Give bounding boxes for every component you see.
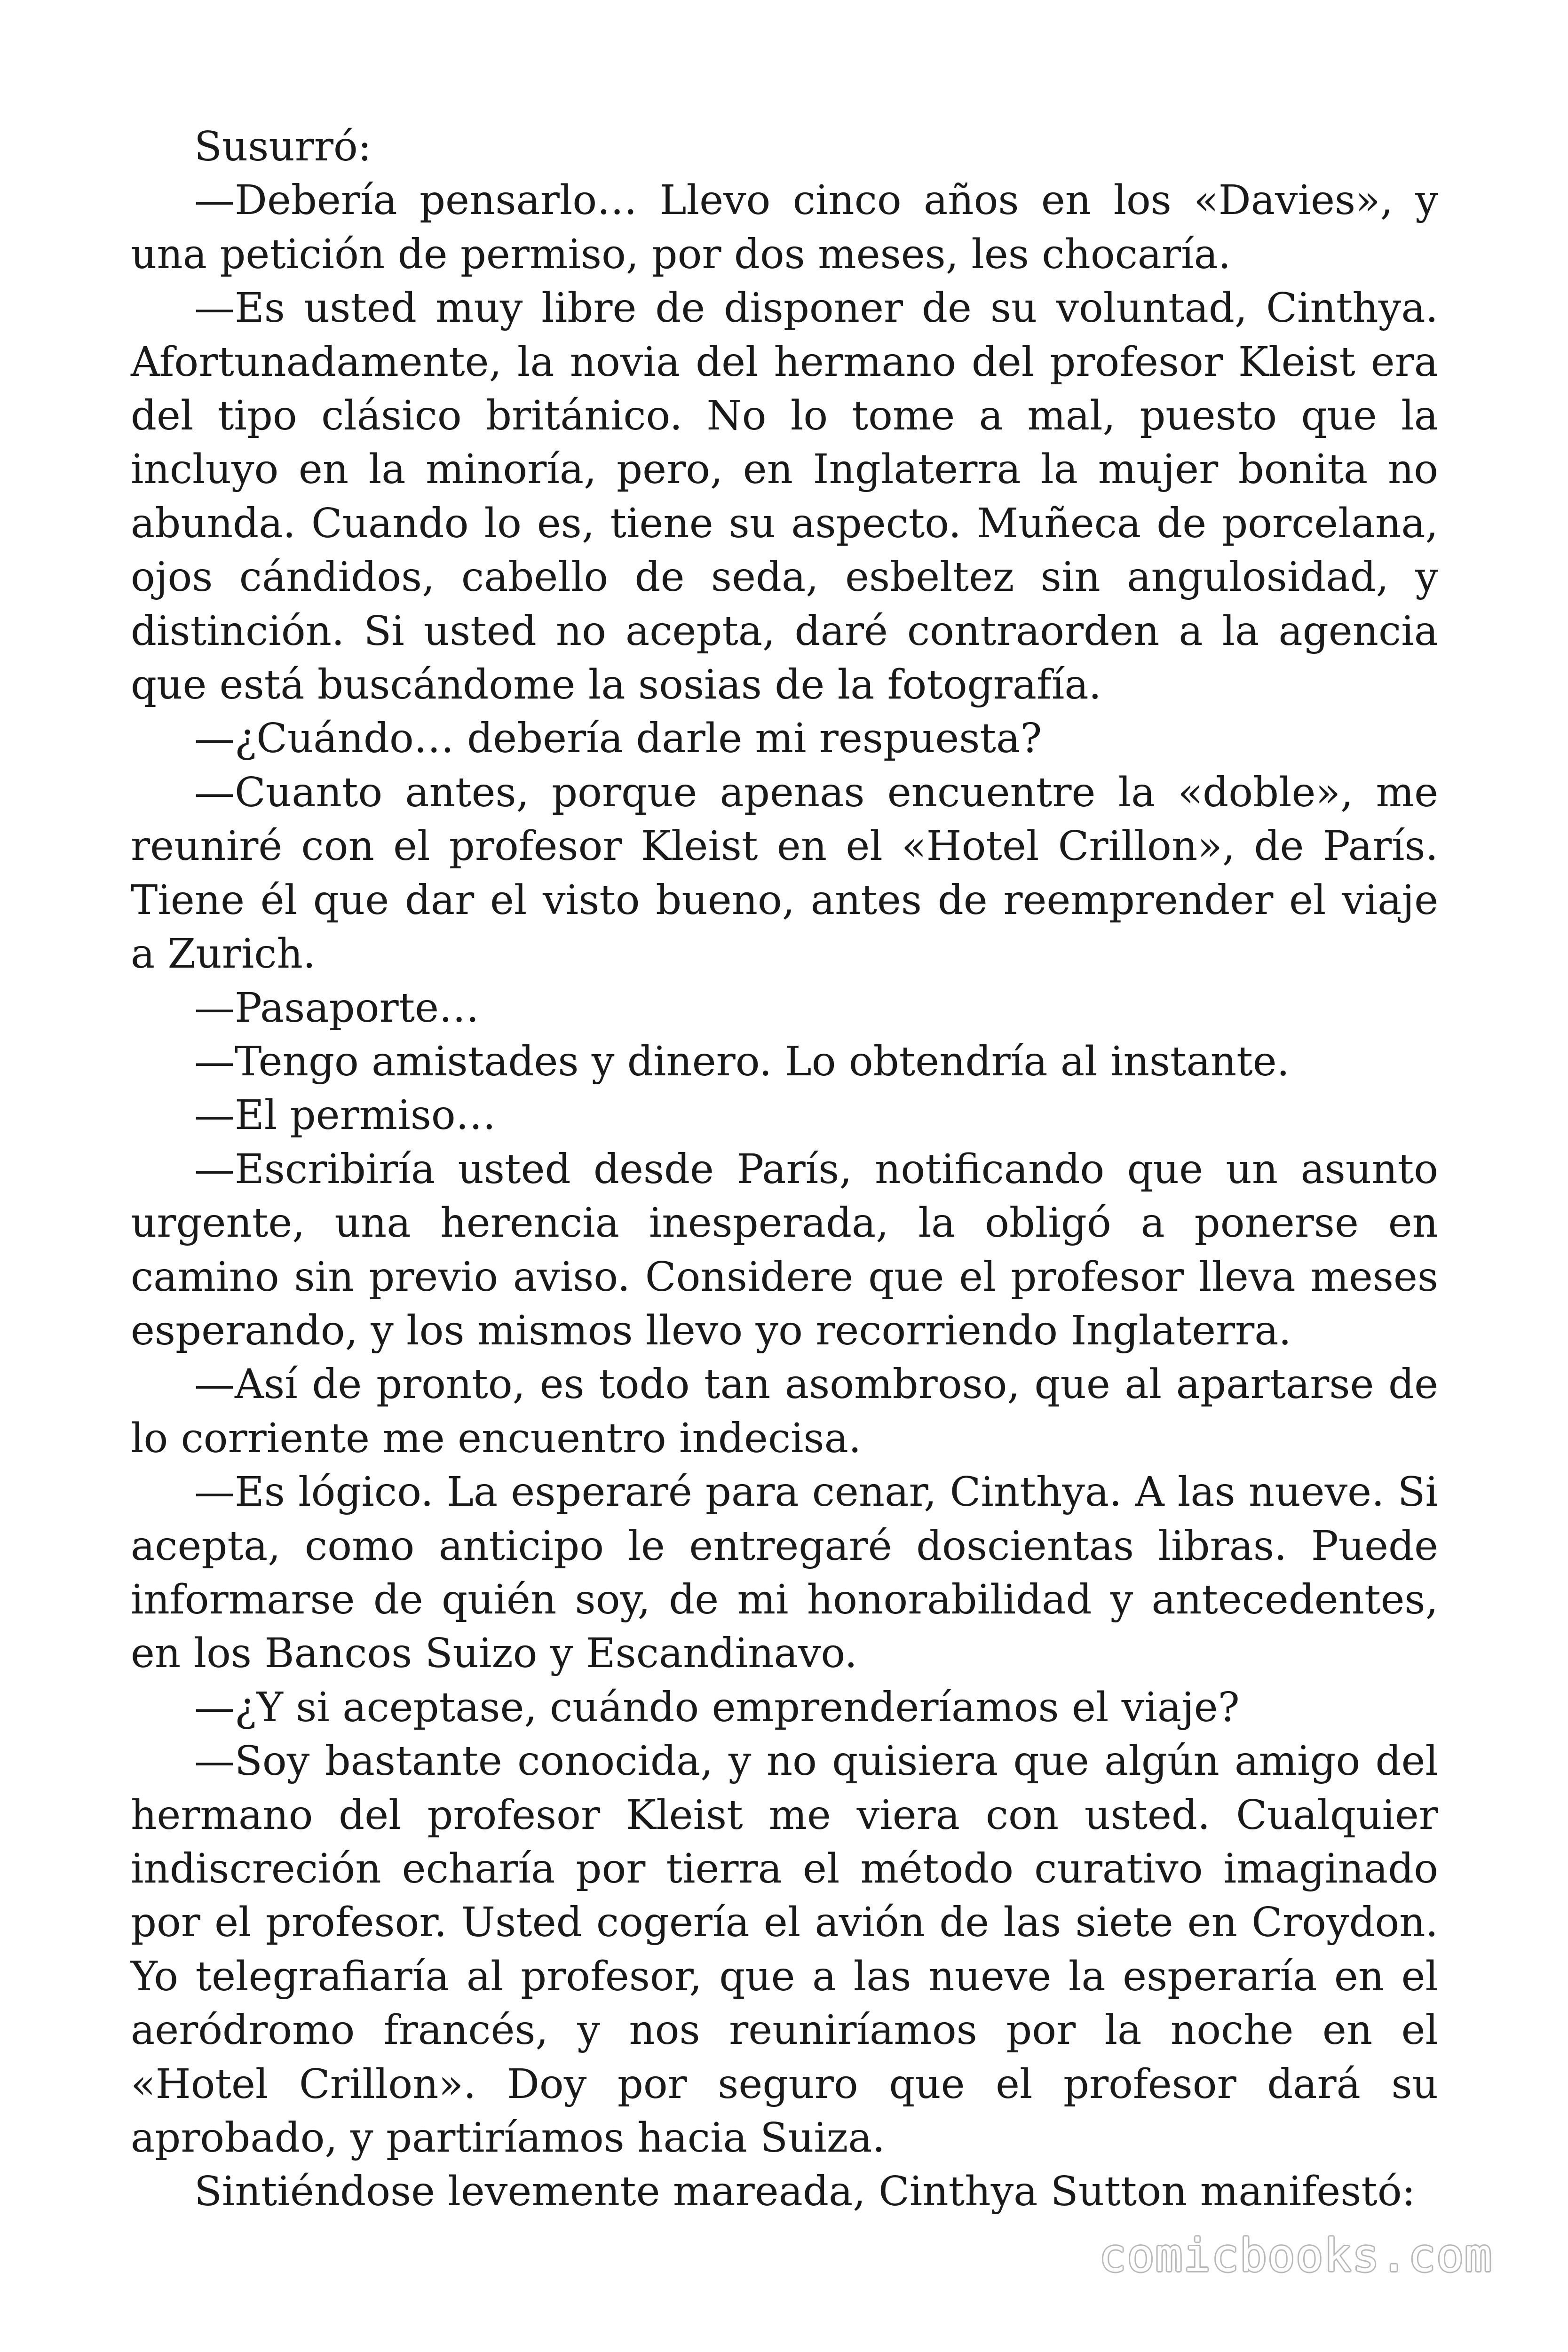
paragraph-es-logico: —Es lógico. La esperaré para cenar, Cinthya. A las nueve. Si acepta, como anticipo le entregaré doscientas libras. Puede informarse de quién soy, de mi honorabilidad y antecedentes, en los Bancos Suizo y Escandinavo.	[131, 1469, 1438, 1677]
paragraph-cuando-respuesta: —¿Cuándo… debería darle mi respuesta?	[194, 715, 1042, 763]
paragraph-susurro: Susurró:	[194, 123, 372, 170]
paragraph-tengo-amistades: —Tengo amistades y dinero. Lo obtendría al instante.	[194, 1038, 1290, 1085]
body-text	[131, 120, 1438, 2219]
paragraph-soy-bastante-conocida: —Soy bastante conocida, y no quisiera que algún amigo del hermano del profesor Kleist me viera con usted. Cualquier indiscreción echaría por tierra el método curativo imaginado por el profesor. Usted cogería el avión de las siete en Croydon. Yo telegrafiaría al profesor, que a las nueve la esperaría en el aeródromo francés, y nos reuniríamos por la noche en el «Hotel Crillon». Doy por seguro que el profesor dará su aprobado, y partiríamos hacia Suiza.	[131, 1738, 1438, 2162]
site-watermark: comicbooks.com	[1099, 2229, 1493, 2282]
paragraph-escribiria-usted: —Escribiría usted desde París, notificando que un asunto urgente, una herencia inesperada, la obligó a ponerse en camino sin previo aviso. Considere que el profesor lleva meses esperando, y los mismos llevo yo recorriendo Inglaterra.	[131, 1145, 1438, 1354]
paragraph-pasaporte: —Pasaporte…	[194, 984, 480, 1032]
paragraph-cuanto-antes: —Cuanto antes, porque apenas encuentre la «doble», me reuniré con el profesor Kleist en el «Hotel Crillon», de París. Tiene él que dar el visto bueno, antes de reemprender el viaje a Zurich.	[131, 769, 1438, 978]
paragraph-deberia-pensarlo: —Debería pensarlo… Llevo cinco años en los «Davies», y una petición de permiso, por dos meses, les chocaría.	[131, 177, 1438, 278]
paragraph-sintiendose-mareada: Sintiéndose levemente mareada, Cinthya Sutton manifestó:	[194, 2168, 1416, 2216]
paragraph-asi-de-pronto: —Así de pronto, es todo tan asombroso, que al apartarse de lo corriente me encuentro indecisa.	[131, 1361, 1438, 1462]
paragraph-es-usted-muy-libre: —Es usted muy libre de disponer de su voluntad, Cinthya. Afortunadamente, la novia del hermano del profesor Kleist era del tipo clásico británico. No lo tome a mal, puesto que la incluyo en la minoría, pero, en Inglaterra la mujer bonita no abunda. Cuando lo es, tiene su aspecto. Muñeca de porcelana, ojos cándidos, cabello de seda, esbeltez sin angulosidad, y distinción. Si usted no acepta, daré contraorden a la agencia que está buscándome la sosias de la fotografía.	[131, 285, 1438, 709]
paragraph-y-si-aceptase: —¿Y si aceptase, cuándo emprenderíamos el viaje?	[194, 1684, 1240, 1731]
paragraph-el-permiso: —El permiso…	[194, 1092, 496, 1139]
